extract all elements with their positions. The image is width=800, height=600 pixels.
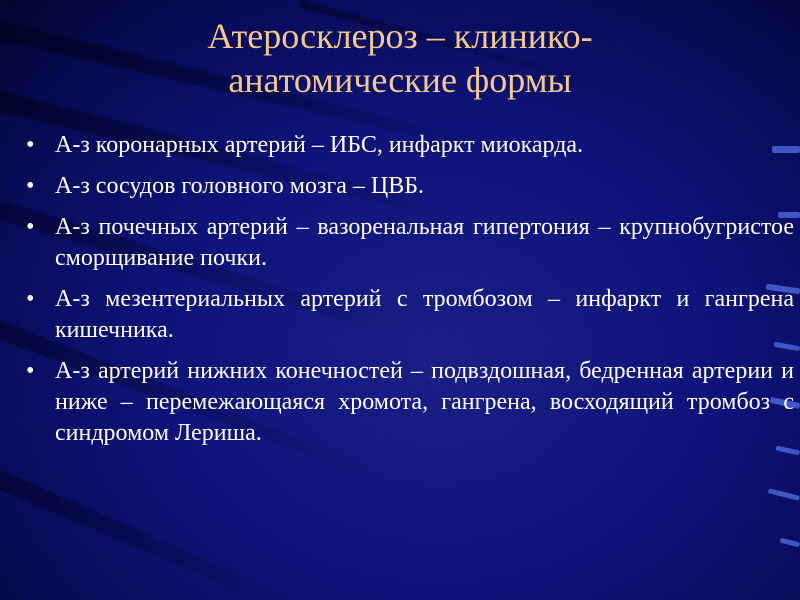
bullet-item-mesenteric	[22, 284, 794, 346]
bullet-dot-icon: •	[26, 132, 35, 158]
bullet-dot-icon: •	[26, 286, 35, 312]
bullet-item-cerebral	[22, 171, 794, 202]
bullet-text: А-з мезентериальных артерий с тромбозом – инфаркт и гангрена кишечника.	[55, 286, 794, 343]
slide-title	[40, 14, 760, 102]
bullet-dot-icon: •	[26, 173, 35, 199]
bullet-item-renal	[22, 212, 794, 274]
bullet-item-coronary	[22, 130, 794, 161]
bullet-dot-icon: •	[26, 214, 35, 240]
bullet-text: А-з коронарных артерий – ИБС, инфаркт миокарда.	[55, 132, 584, 158]
bullet-text: А-з артерий нижних конечностей – подвздошная, бедренная артерии и ниже – перемежающаяся хромота, гангрена, восходящий тромбоз с синдромом Лериша.	[55, 358, 794, 446]
bullet-text: А-з сосудов головного мозга – ЦВБ.	[55, 173, 425, 199]
bullet-item-lower-limbs	[22, 356, 794, 449]
bullet-text: А-з почечных артерий – вазоренальная гипертония – крупнобугристое сморщивание почки.	[55, 214, 794, 271]
bullet-dot-icon: •	[26, 358, 35, 384]
bullet-list	[22, 130, 794, 459]
title-line-1: Атеросклероз – клинико-	[207, 16, 593, 56]
title-line-2: анатомические формы	[228, 60, 572, 100]
